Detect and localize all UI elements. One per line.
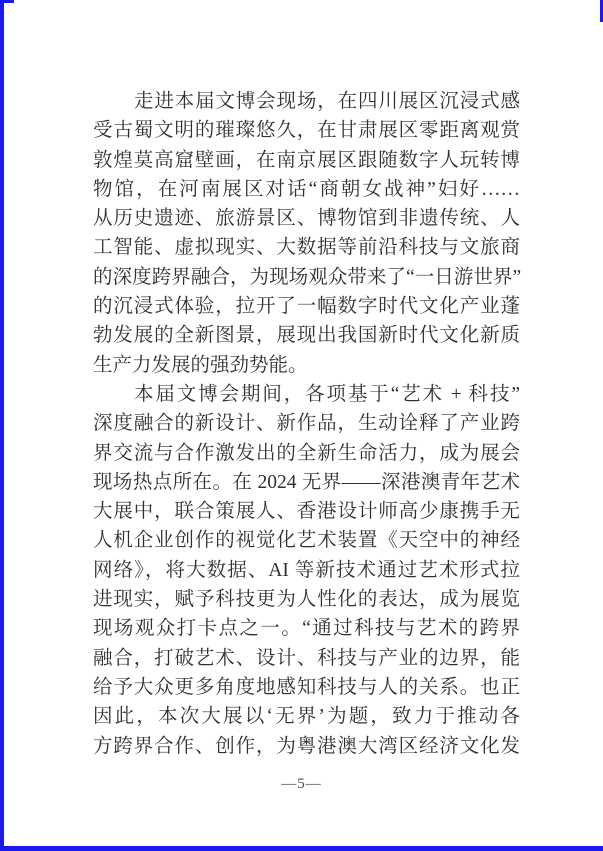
text-line: 勃发展的全新图景，展现出我国新时代文化新质 — [93, 325, 520, 347]
text-line: 现场观众打卡点之一。“通过科技与艺术的跨界 — [93, 618, 520, 640]
text-line: 敦煌莫高窟壁画，在南京展区跟随数字人玩转博 — [93, 149, 520, 171]
scan-edge-top-left — [0, 0, 14, 3]
text-line: 现场热点所在。在 2024 无界——深港澳青年艺术 — [93, 471, 520, 493]
scan-edge-left — [0, 0, 4, 851]
text-line: 深度融合的新设计、新作品，生动诠释了产业跨 — [93, 413, 520, 435]
text-line: 工智能、虚拟现实、大数据等前沿科技与文旅商 — [93, 237, 520, 259]
text-line: 生产力发展的强劲势能。 — [93, 354, 308, 376]
text-line: 大展中，联合策展人、香港设计师高少康携手无 — [93, 501, 520, 523]
text-line: 因此，本次大展以‘无界’为题，致力于推动各 — [93, 706, 520, 728]
text-line: 给予大众更多角度地感知科技与人的关系。也正 — [93, 676, 520, 698]
text-line: 界交流与合作激发出的全新生命活力，成为展会 — [93, 442, 520, 464]
page-number: —5— — [281, 776, 322, 792]
scan-edge-bottom — [0, 846, 603, 851]
text-line: 进现实，赋予科技更为人性化的表达，成为展览 — [93, 589, 520, 611]
text-line: 的深度跨界融合，为现场观众带来了“一日游世界” — [93, 266, 520, 288]
body-text — [93, 87, 520, 761]
text-line: 方跨界合作、创作，为粤港澳大湾区经济文化发 — [93, 735, 520, 757]
text-line: 走进本届文博会现场，在四川展区沉浸式感 — [134, 91, 520, 112]
text-line: 本届文博会期间，各项基于“艺术 + 科技” — [134, 383, 520, 405]
text-line: 受古蜀文明的璀璨悠久，在甘肃展区零距离观赏 — [93, 120, 520, 142]
text-line: 网络》，将大数据、AI 等新技术通过艺术形式拉 — [93, 559, 520, 581]
text-line: 从历史遗迹、旅游景区、博物馆到非遗传统、人 — [93, 208, 520, 230]
text-line: 的沉浸式体验，拉开了一幅数字时代文化产业蓬 — [93, 296, 520, 318]
text-line: 人机企业创作的视觉化艺术装置《天空中的神经 — [93, 530, 520, 552]
text-line: 物馆，在河南展区对话“商朝女战神”妇好…… — [93, 178, 520, 200]
text-line: 融合，打破艺术、设计、科技与产业的边界，能 — [93, 647, 520, 669]
